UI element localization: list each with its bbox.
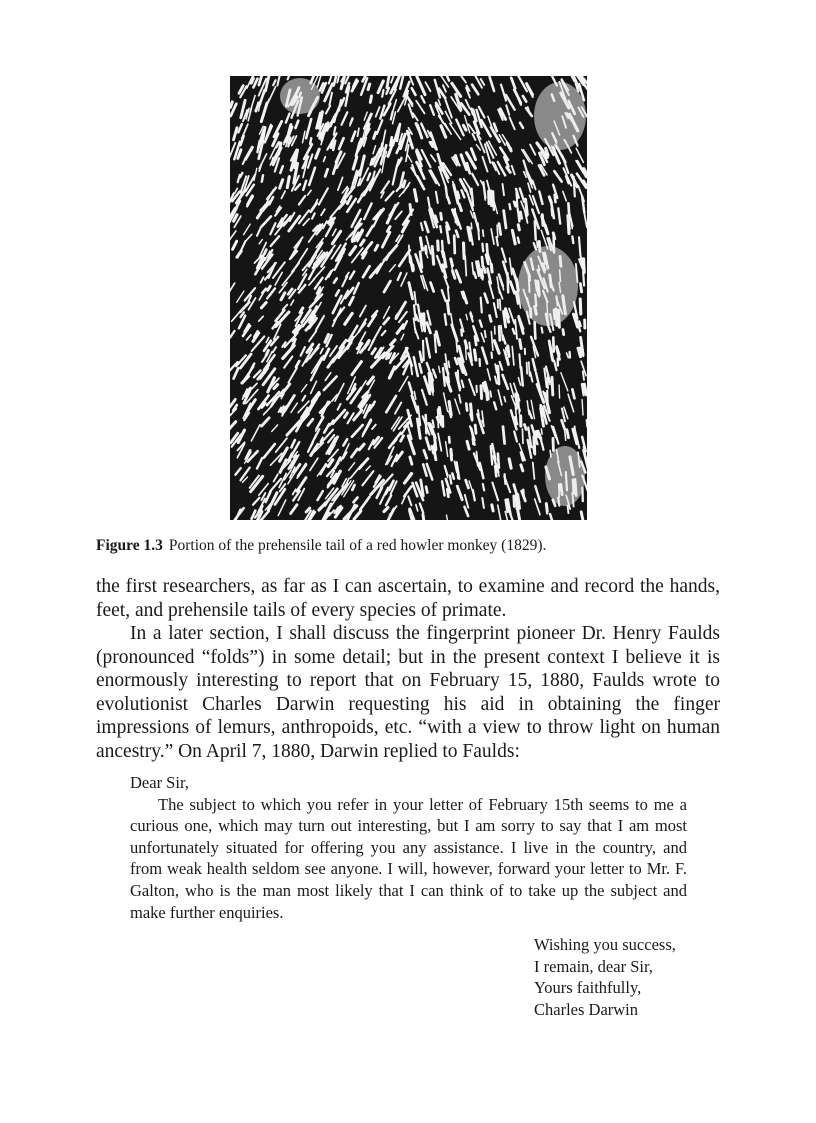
closing-line: Wishing you success, <box>534 935 676 954</box>
figure-caption-text: Portion of the prehensile tail of a red howler monkey (1829). <box>168 537 547 554</box>
ridge-pattern <box>230 76 587 520</box>
paragraph-2-text: In a later section, I shall discuss the fingerprint pioneer Dr. Henry Faulds (pronounced “folds”) in some detail; but in the present context I believe it is enormously interesting to report that on February 15, 1880, Faulds wrote to evolutionist Charles Darwin requesting his aid in obtaining the finger impressions of lemurs, anthropoids, etc. “with a view to throw light on human ancestry.” On April 7, 1880, Darwin replied to Faulds: <box>96 623 720 762</box>
figure-caption <box>96 536 736 556</box>
closing-line: I remain, dear Sir, <box>534 956 653 976</box>
letter-closing <box>534 934 676 1020</box>
signature: Charles Darwin <box>534 999 639 1019</box>
letter-body: The subject to which you refer in your letter of February 15th seems to me a curious one, which may turn out interesting, but I am sorry to say that I am most unfortunately situated for offering you any assistance. I live in the country, and from weak health seldom see anyone. I will, however, forward your letter to Mr. F. Galton, who is the man most likely that I can think of to take up the subject and make further enquiries. <box>130 794 687 922</box>
paragraph-2 <box>96 622 720 764</box>
paragraph-1-text: the first researchers, as far as I can ascertain, to examine and record the hands, feet, and prehensile tails of every species of primate. <box>96 576 720 621</box>
letter-block <box>130 772 687 923</box>
figure-image <box>230 76 587 520</box>
figure-label: Figure 1.3 <box>96 537 163 554</box>
letter-salutation: Dear Sir, <box>130 773 189 792</box>
closing-line: Yours faithfully, <box>534 978 642 998</box>
paragraph-1 <box>96 575 720 622</box>
